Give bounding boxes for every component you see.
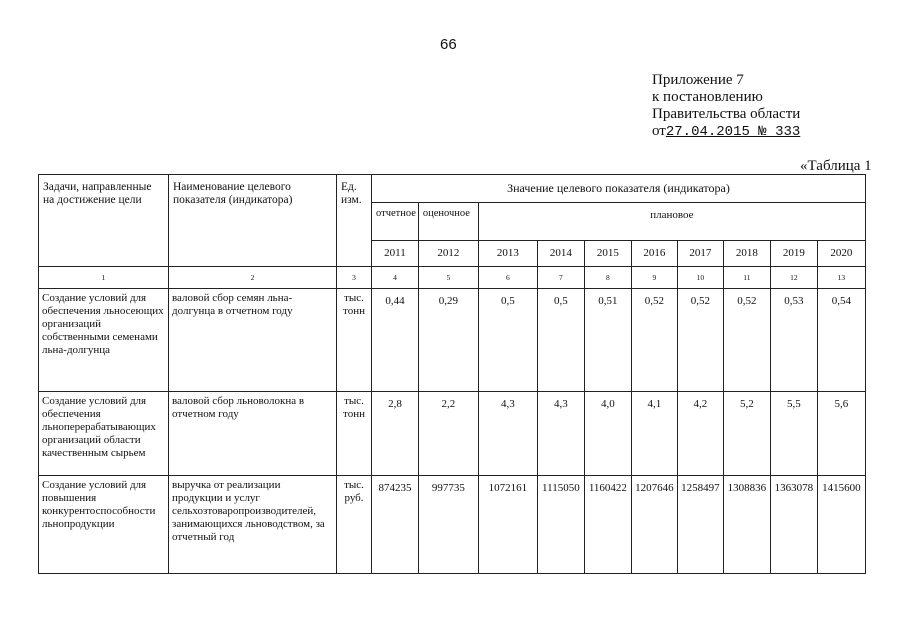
value-cell: 1207646	[631, 476, 677, 574]
value-cell: 0,52	[723, 289, 770, 392]
value-cell: 874235	[372, 476, 419, 574]
indicators-table	[38, 174, 866, 574]
header-unit: Ед. изм.	[337, 175, 372, 267]
appendix-line-1: Приложение 7	[652, 72, 744, 88]
order-line	[652, 123, 800, 141]
row-indicator: валовой сбор льноволокна в отчетном году	[169, 392, 337, 476]
header-indicator-name: Наименование целевого показателя (индикатора)	[169, 175, 337, 267]
year-2013: 2013	[478, 241, 537, 267]
value-cell: 1160422	[584, 476, 631, 574]
appendix-line-3: Правительства области	[652, 106, 801, 122]
column-number: 5	[418, 267, 478, 289]
row-unit: тыс. тонн	[337, 392, 372, 476]
row-task: Создание условий для повышения конкурентоспособности льнопродукции	[39, 476, 169, 574]
value-cell: 1363078	[770, 476, 817, 574]
order-prefix: от	[652, 123, 666, 139]
value-cell: 1308836	[723, 476, 770, 574]
appendix-header	[652, 72, 800, 141]
header-tasks: Задачи, направленные на достижение цели	[39, 175, 169, 267]
page-number: 66	[440, 36, 457, 53]
appendix-line-2: к постановлению	[652, 89, 763, 105]
value-cell: 0,52	[677, 289, 723, 392]
value-cell: 1072161	[478, 476, 537, 574]
column-number: 2	[169, 267, 337, 289]
value-cell: 0,5	[537, 289, 584, 392]
value-cell: 5,6	[817, 392, 865, 476]
header-estimated: оценочное	[418, 203, 478, 241]
year-2018: 2018	[723, 241, 770, 267]
table-row	[39, 289, 866, 392]
value-cell: 4,3	[478, 392, 537, 476]
year-2012: 2012	[418, 241, 478, 267]
value-cell: 1415600	[817, 476, 865, 574]
value-cell: 5,2	[723, 392, 770, 476]
column-number: 1	[39, 267, 169, 289]
value-cell: 1258497	[677, 476, 723, 574]
value-cell: 0,53	[770, 289, 817, 392]
header-planned: плановое	[478, 203, 865, 241]
value-cell: 0,51	[584, 289, 631, 392]
value-cell: 5,5	[770, 392, 817, 476]
value-cell: 4,0	[584, 392, 631, 476]
row-indicator: валовой сбор семян льна-долгунца в отчетном году	[169, 289, 337, 392]
column-number: 12	[770, 267, 817, 289]
value-cell: 0,54	[817, 289, 865, 392]
value-cell: 0,5	[478, 289, 537, 392]
column-number: 8	[584, 267, 631, 289]
column-number: 13	[817, 267, 865, 289]
table-row	[39, 392, 866, 476]
row-task: Создание условий для обеспечения льносеющих организаций собственными семенами льна-долгунца	[39, 289, 169, 392]
year-2015: 2015	[584, 241, 631, 267]
column-number: 9	[631, 267, 677, 289]
column-number: 4	[372, 267, 419, 289]
column-number: 6	[478, 267, 537, 289]
year-2011: 2011	[372, 241, 419, 267]
row-unit: тыс. руб.	[337, 476, 372, 574]
value-cell: 4,1	[631, 392, 677, 476]
value-cell: 2,8	[372, 392, 419, 476]
year-2016: 2016	[631, 241, 677, 267]
value-cell: 0,29	[418, 289, 478, 392]
value-cell: 1115050	[537, 476, 584, 574]
value-cell: 0,52	[631, 289, 677, 392]
table-caption: «Таблица 1	[800, 158, 872, 174]
column-number: 10	[677, 267, 723, 289]
year-2020: 2020	[817, 241, 865, 267]
order-date-number: 27.04.2015 № 333	[665, 124, 801, 140]
indicators-table-wrapper	[38, 174, 866, 574]
row-indicator: выручка от реализации продукции и услуг сельхозтоваропроизводителей, занимающихся льноводством, за отчетный год	[169, 476, 337, 574]
year-2017: 2017	[677, 241, 723, 267]
header-values-title: Значение целевого показателя (индикатора)	[372, 175, 866, 203]
header-reported: отчетное	[372, 203, 419, 241]
value-cell: 997735	[418, 476, 478, 574]
column-number: 7	[537, 267, 584, 289]
row-unit: тыс. тонн	[337, 289, 372, 392]
column-number: 3	[337, 267, 372, 289]
value-cell: 4,2	[677, 392, 723, 476]
year-2014: 2014	[537, 241, 584, 267]
value-cell: 2,2	[418, 392, 478, 476]
year-2019: 2019	[770, 241, 817, 267]
value-cell: 0,44	[372, 289, 419, 392]
row-task: Создание условий для обеспечения льноперерабатывающих организаций области качественным сырьем	[39, 392, 169, 476]
table-row	[39, 476, 866, 574]
value-cell: 4,3	[537, 392, 584, 476]
column-number: 11	[723, 267, 770, 289]
